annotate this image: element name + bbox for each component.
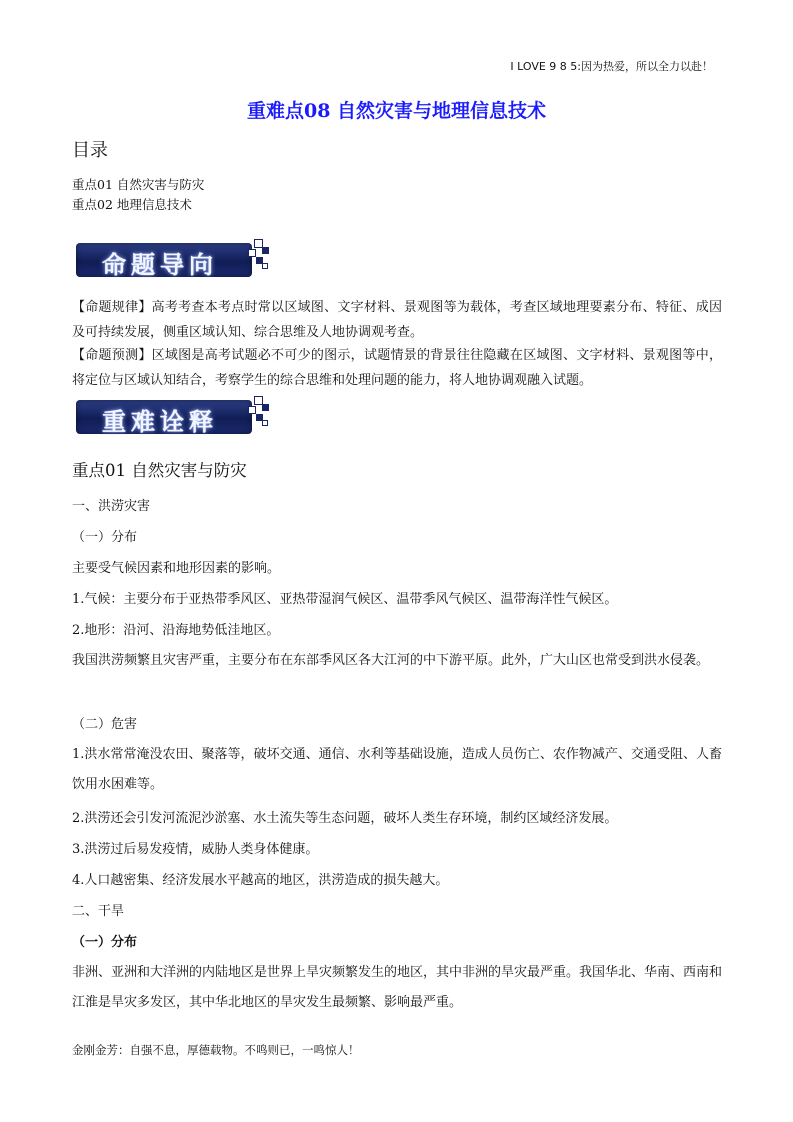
section-heading: 重点01 自然灾害与防灾: [72, 461, 247, 480]
flood-harm-title: （二）危害: [72, 717, 138, 732]
drought-title: 二、干旱: [72, 904, 125, 919]
decor-square-icon: [262, 420, 268, 426]
predict-text: 区域图是高考试题必不可少的图示，试题情景的背景往往隐藏在区域图、文字材料、景观图等中，将定位与区域认知结合，考察学生的综合思维和处理问题的能力，将人地协调观融入试题。: [72, 348, 722, 388]
explain-banner-label: 重难诠释: [102, 408, 218, 436]
drought-dist: 非洲、亚洲和大洋洲的内陆地区是世界上旱灾频繁发生的地区，其中非洲的旱灾最严重。我国华北、华南、西南和江淮是旱灾多发区，其中华北地区的旱灾发生最频繁、影响最严重。: [72, 965, 723, 1010]
decor-square-icon: [248, 406, 256, 414]
proposition-predict: [72, 343, 722, 393]
flood-terrain: 2.地形：沿河、沿海地势低洼地区。: [72, 623, 280, 638]
flood-climate: 1.气候：主要分布于亚热带季风区、亚热带湿润气候区、温带季风气候区、温带海洋性气候区。: [72, 592, 618, 607]
flood-harm-3: 3.洪涝过后易发疫情，威胁人类身体健康。: [72, 842, 319, 857]
flood-dist-title: （一）分布: [72, 530, 138, 545]
toc-heading: 目录: [72, 140, 108, 161]
header-slogan: I LOVE 9 8 5:因为热爱，所以全力以赴！: [510, 60, 713, 73]
flood-harm-4: 4.人口越密集、经济发展水平越高的地区，洪涝造成的损失越大。: [72, 873, 449, 888]
toc-item-1[interactable]: 重点01 自然灾害与防灾: [72, 177, 205, 192]
decor-square-icon: [262, 404, 269, 411]
flood-harm-2: 2.洪涝还会引发河流泥沙淤塞、水土流失等生态问题，破坏人类生存环境，制约区域经济发展。: [72, 811, 618, 826]
footer-motto: 金刚金芳：自强不息，厚德载物。不鸣则已，一鸣惊人！: [72, 1043, 360, 1057]
predict-label: 【命题预测】: [72, 348, 152, 363]
proposition-banner: [76, 239, 268, 277]
toc-item-2[interactable]: 重点02 地理信息技术: [72, 197, 192, 212]
flood-harm-1: 1.洪水常常淹没农田、聚落等，破坏交通、通信、水利等基础设施，造成人员伤亡、农作物减产、交通受阻、人畜饮用水困难等。: [72, 747, 722, 792]
rule-label: 【命题规律】: [72, 300, 152, 315]
flood-title: 一、洪涝灾害: [72, 499, 151, 514]
china-flood: 我国洪涝频繁且灾害严重，主要分布在东部季风区各大江河的中下游平原。此外，广大山区也常受到洪水侵袭。: [72, 653, 710, 668]
decor-square-icon: [262, 247, 269, 254]
flood-dist-intro: 主要受气候因素和地形因素的影响。: [72, 561, 281, 576]
proposition-banner-label: 命题导向: [102, 251, 218, 279]
drought-dist-title: （一）分布: [72, 935, 138, 950]
proposition-rule: [72, 295, 722, 345]
page-title: 重难点08 自然灾害与地理信息技术: [246, 100, 547, 122]
decor-square-icon: [248, 249, 256, 257]
explain-banner: [76, 396, 268, 434]
rule-text: 高考考查本考点时常以区域图、文字材料、景观图等为载体，考查区域地理要素分布、特征、成因及可持续发展，侧重区域认知、综合思维及人地协调观考查。: [72, 300, 722, 340]
decor-square-icon: [262, 263, 268, 269]
